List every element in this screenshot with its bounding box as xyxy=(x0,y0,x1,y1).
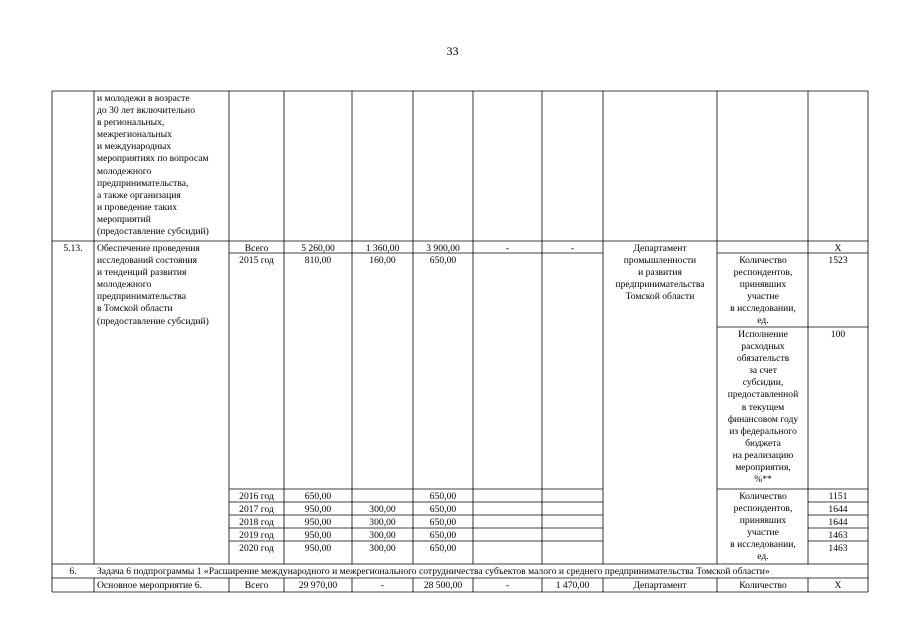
event6-executor: Департамент xyxy=(633,580,687,591)
cell-indicator-value: 1523 xyxy=(828,255,848,266)
cell-indicator-value: 1644 xyxy=(828,504,848,515)
cell-reg: 650,00 xyxy=(429,530,457,541)
cell-reg: 650,00 xyxy=(429,504,457,515)
event6-name: Основное мероприятие 6. xyxy=(97,580,202,591)
cell-total: 950,00 xyxy=(304,517,332,528)
executor: Департамент промышленности и развития предпринимательства Томской области xyxy=(615,243,705,303)
event6-period: Всего xyxy=(244,580,269,591)
task6-title: Задача 6 подпрограммы 1 «Расширение международного и межрегионального сотрудничества субъектов малого и среднего предпринимательства Томской области» xyxy=(97,566,770,577)
cell-total: 5 260,00 xyxy=(301,243,335,254)
event6-extra: 1 470,00 xyxy=(555,580,590,591)
indicator-respondents-2: Количество респондентов, принявших участие в исследовании, ед. xyxy=(730,491,796,563)
task6-number: 6. xyxy=(69,566,77,577)
cell-total: 950,00 xyxy=(304,504,332,515)
cell-period: 2017 год xyxy=(239,504,274,515)
cell-loc: - xyxy=(505,243,510,254)
cell-indicator-value: 1463 xyxy=(828,530,848,541)
cell-indicator-value: 1463 xyxy=(828,543,848,554)
event6-indicator-value: Х xyxy=(834,580,842,591)
cell-total: 810,00 xyxy=(304,255,332,266)
item-name: Обеспечение проведения исследований состояния и тенденций развития молодежного предпринимательства в Томской области (предоставление субсидий) xyxy=(97,243,209,327)
cell-reg: 650,00 xyxy=(429,517,457,528)
cell-period: 2018 год xyxy=(239,517,274,528)
cell-period: Всего xyxy=(244,243,269,254)
cell-reg: 650,00 xyxy=(429,255,457,266)
item-number: 5.13. xyxy=(63,243,83,254)
indicator-respondents: Количество респондентов, принявших участие в исследовании, ед. xyxy=(730,255,796,327)
cell-period: 2020 год xyxy=(239,543,274,554)
page-number: 33 xyxy=(446,44,459,58)
cell-reg: 650,00 xyxy=(429,543,457,554)
cell-extra: - xyxy=(570,243,575,254)
cell-indicator-value: 1151 xyxy=(828,491,848,502)
cell-fed: 300,00 xyxy=(369,517,396,528)
cell-indicator-value: Х xyxy=(834,243,842,254)
cell-total: 950,00 xyxy=(304,543,332,554)
cell-reg: 650,00 xyxy=(429,491,457,502)
indicator-budget-execution: Исполнение расходных обязательств за счет субсидии, предоставленной в текущем финансовом году из федерального бюджета на реализацию мероприятия, %** xyxy=(727,329,799,486)
cell-reg: 3 900,00 xyxy=(426,243,460,254)
cell-period: 2016 год xyxy=(239,491,274,502)
cell-fed: 1 360,00 xyxy=(365,243,400,254)
indicator-budget-value: 100 xyxy=(830,329,846,340)
event6-reg: 28 500,00 xyxy=(423,580,463,591)
cell-total: 950,00 xyxy=(304,530,332,541)
event6-fed: - xyxy=(380,580,385,591)
event6-loc: - xyxy=(505,580,510,591)
cell-fed: 300,00 xyxy=(369,504,396,515)
cell-fed: 300,00 xyxy=(369,543,396,554)
cell-indicator-value: 1644 xyxy=(828,517,848,528)
cell-fed: 300,00 xyxy=(369,530,396,541)
cell-total: 650,00 xyxy=(304,491,332,502)
top-block-text: и молодежи в возрасте до 30 лет включительно в региональных, межрегиональных и международных мероприятиях по вопросам молодежного предпринимательства, а также организация и проведение таких мероприятий (предоставление субсидий) xyxy=(97,93,209,238)
event6-total: 29 970,00 xyxy=(298,580,338,591)
event6-indicator: Количество xyxy=(739,580,787,591)
cell-fed: 160,00 xyxy=(369,255,396,266)
cell-period: 2019 год xyxy=(239,530,274,541)
cell-period: 2015 год xyxy=(239,255,274,266)
